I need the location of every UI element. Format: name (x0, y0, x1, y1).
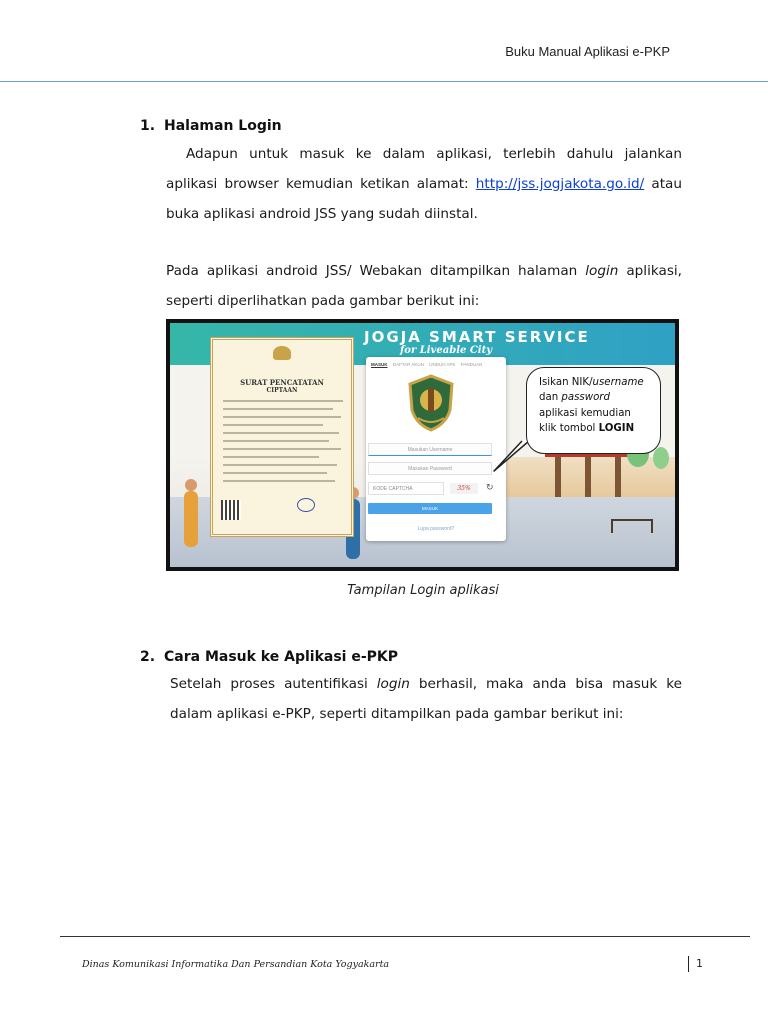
captcha-image: 35% (450, 483, 478, 494)
callout-emphasis: username (592, 377, 644, 388)
username-input[interactable]: Masukan Username (368, 443, 492, 456)
tab-daftar-akun[interactable]: DAFTAR AKUN (392, 362, 424, 367)
paragraph-text: Setelah proses autentifikasi (170, 676, 377, 692)
masuk-button[interactable]: MASUK (368, 503, 492, 514)
captcha-input[interactable]: KODE CAPTCHA (368, 482, 444, 495)
emphasis-login: login (585, 263, 619, 279)
captcha-row (368, 482, 498, 495)
password-input[interactable]: Masukan Password (368, 462, 492, 475)
garuda-emblem-icon (273, 346, 291, 360)
paragraph-text: atau buka aplikasi android JSS yang sudah diinstal. (166, 176, 682, 222)
section-heading-2 (140, 649, 398, 665)
paragraph-text: Adapun untuk masuk ke dalam aplikasi, terlebih dahulu jalankan aplikasi browser kemudian ketikan alamat: (166, 146, 682, 192)
callout-text: dan (539, 392, 562, 404)
jss-url-link[interactable]: http://jss.jogjakota.go.id/ (475, 176, 645, 192)
section-title: Halaman Login (164, 118, 282, 134)
tab-masuk[interactable]: MASUK (371, 362, 388, 367)
login-screenshot-figure (166, 319, 679, 571)
login-card (366, 357, 506, 541)
tab-unduh-apk[interactable]: UNDUH APK (429, 362, 456, 367)
certificate-illustration (210, 337, 354, 537)
emphasis-login: login (376, 676, 410, 692)
jss-brand-title: JOGJA SMART SERVICE (364, 328, 590, 346)
footer-rule (60, 936, 750, 937)
paragraph-text: aplikasi, seperti diperlihatkan pada gambar berikut ini: (166, 263, 682, 309)
paragraph-login-success (170, 669, 682, 729)
header-title: Buku Manual Aplikasi e-PKP (505, 44, 670, 59)
callout-text: klik tombol (539, 423, 599, 435)
certificate-title: SURAT PENCATATAN (240, 378, 324, 387)
jss-login-scene (170, 323, 675, 567)
paragraph-text: Pada aplikasi android JSS/ Webakan ditampilkan halaman (166, 263, 586, 279)
qr-code-icon (221, 500, 241, 520)
page-number-divider (688, 956, 689, 972)
jss-brand-subtitle: for Liveable City (400, 345, 493, 356)
paragraph-text: berhasil, maka anda bisa masuk ke dalam aplikasi e-PKP, seperti ditampilkan pada gambar berikut ini: (170, 676, 682, 722)
section-heading-1 (140, 118, 282, 134)
callout-text: aplikasi kemudian (539, 407, 631, 419)
page-number: 1 (696, 957, 703, 970)
section-title: Cara Masuk ke Aplikasi e-PKP (164, 649, 399, 665)
section-number: 2. (140, 649, 156, 665)
yogyakarta-crest-icon (406, 374, 456, 432)
login-tabs (371, 362, 486, 367)
stamp-icon (297, 498, 315, 512)
footer-organization: Dinas Komunikasi Informatika Dan Persandian Kota Yogyakarta (82, 959, 390, 970)
tree-illustration (653, 447, 669, 469)
refresh-icon[interactable]: ↻ (486, 483, 494, 493)
certificate-subtitle: CIPTAAN (266, 387, 298, 394)
forgot-password-link[interactable]: Lupa password? (417, 526, 455, 532)
figure-caption: Tampilan Login aplikasi (347, 583, 499, 598)
callout-bold: LOGIN (598, 423, 635, 435)
paragraph-login-page (166, 256, 682, 316)
callout-bubble (526, 367, 661, 454)
tab-panduan[interactable]: PANDUAN (460, 362, 483, 367)
bench-illustration (611, 519, 653, 533)
callout-emphasis: password (561, 392, 610, 404)
person-illustration (184, 491, 198, 547)
callout-text: Isikan NIK/ (539, 377, 593, 388)
section-number: 1. (140, 118, 156, 134)
paragraph-login-intro (166, 139, 682, 229)
header-rule (0, 81, 768, 82)
